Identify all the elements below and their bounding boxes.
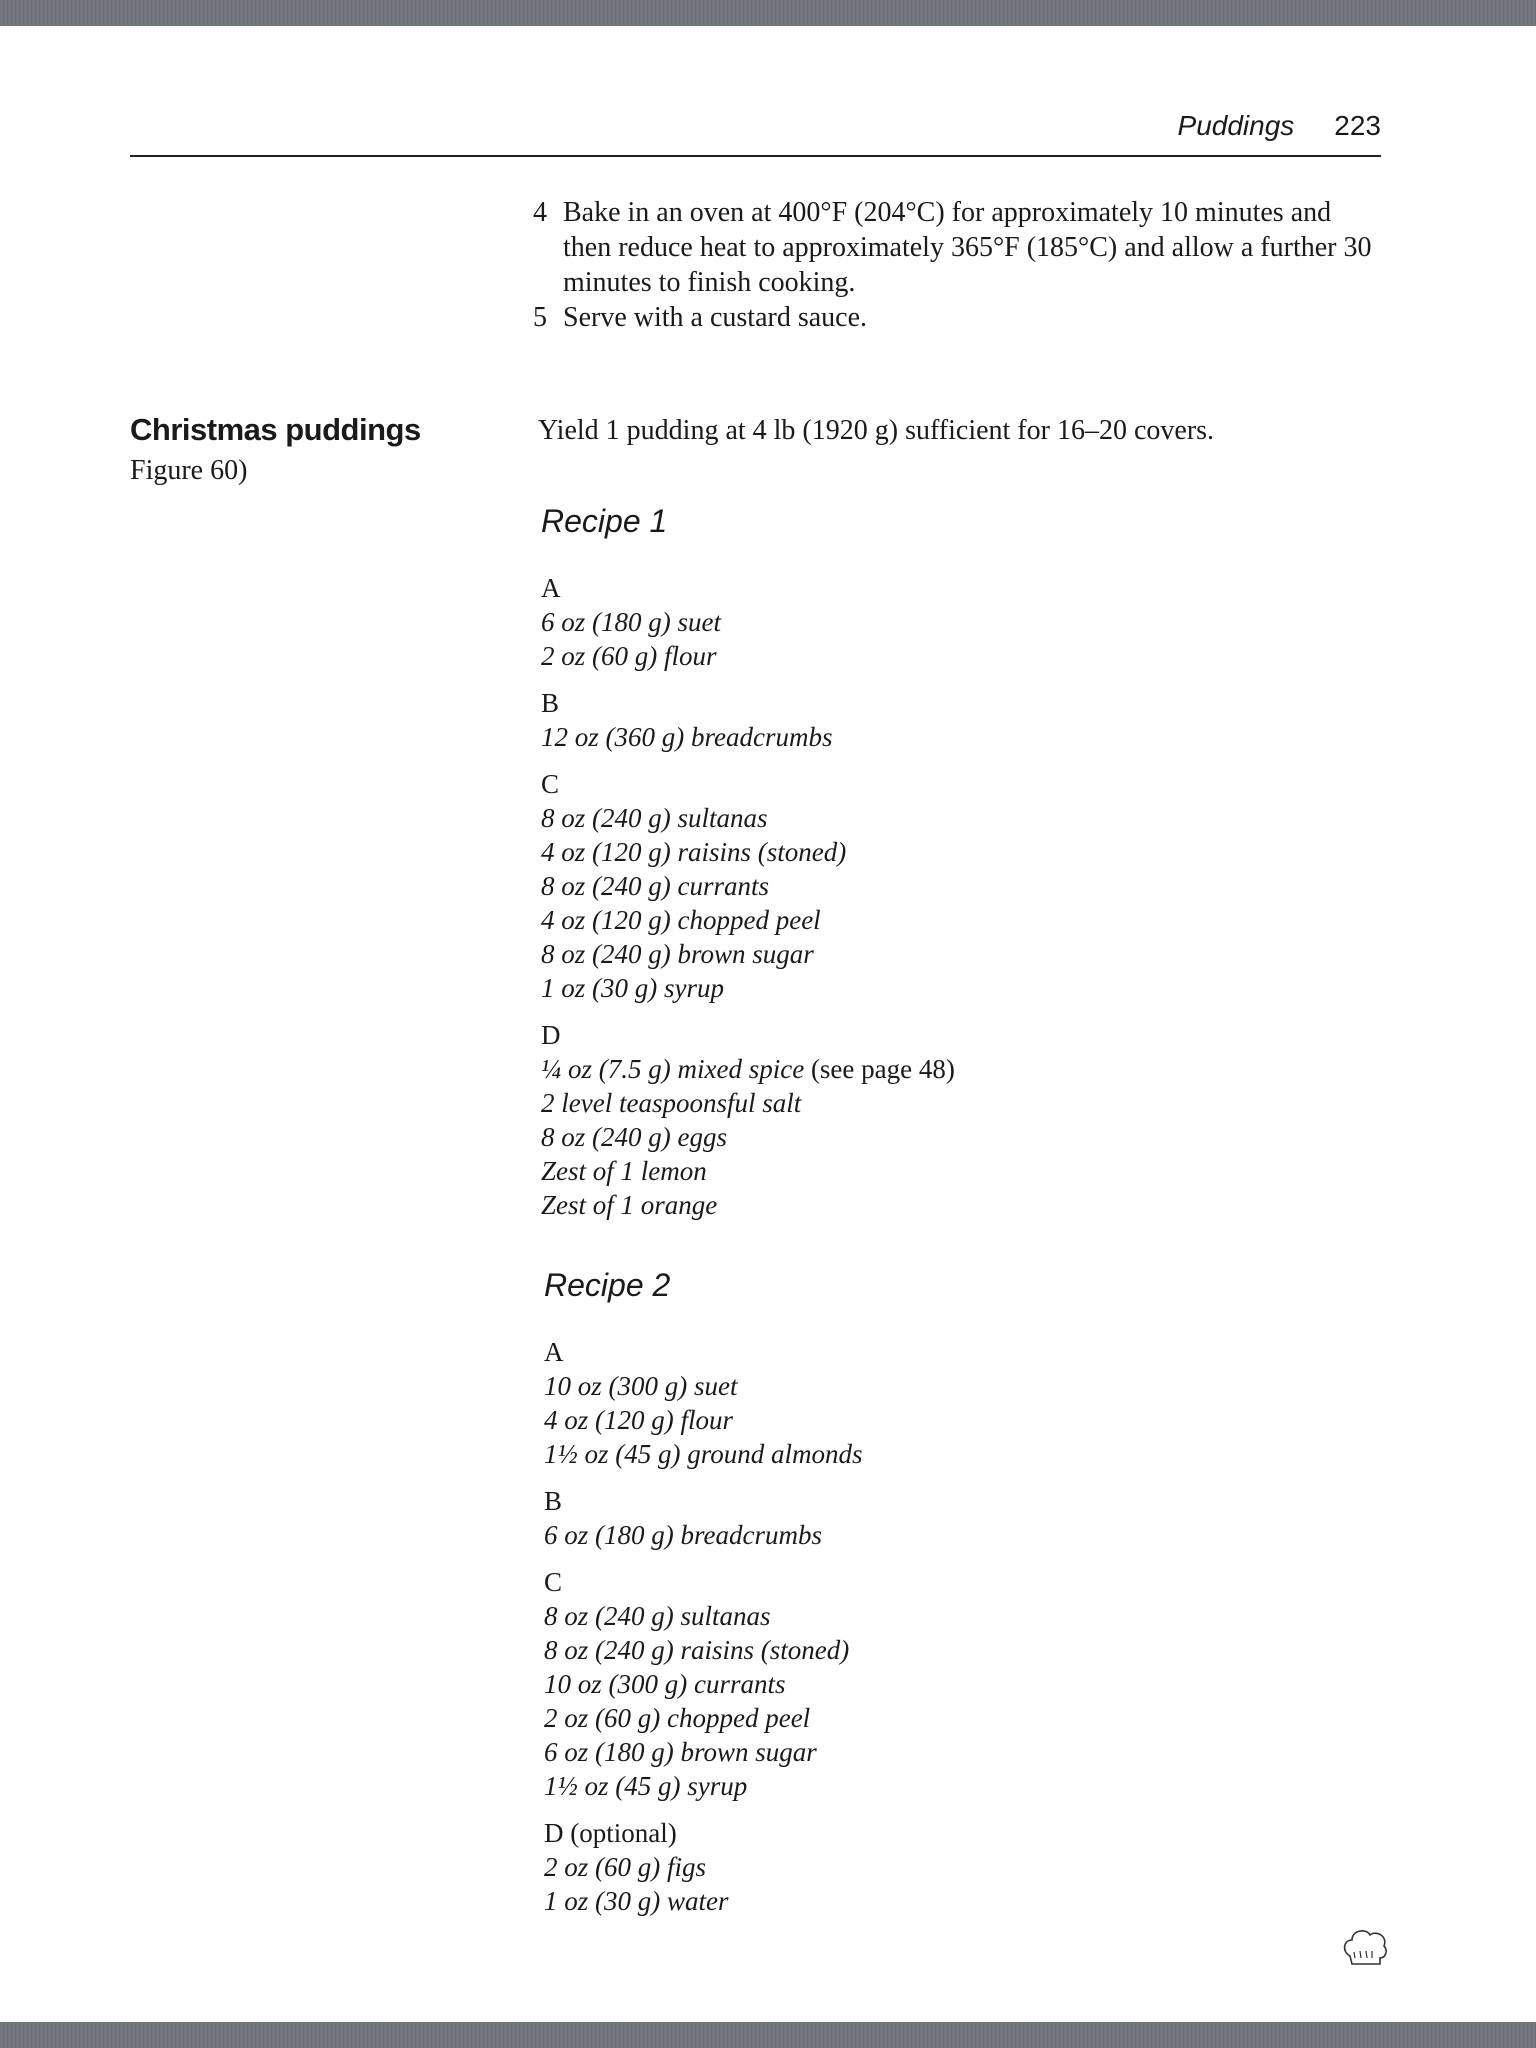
ingredient: Zest of 1 lemon [541,1156,707,1186]
ingredient-group-a [544,1335,1344,1471]
group-label: D [541,1020,561,1050]
recipe-title: Recipe 1 [541,503,668,539]
group-label: B [544,1486,563,1516]
ingredient: Zest of 1 orange [541,1190,718,1220]
ingredient: 10 oz (300 g) currants [544,1669,786,1699]
ingredient: 8 oz (240 g) brown sugar [541,939,814,969]
ingredient: 1½ oz (45 g) syrup [544,1771,748,1801]
ingredient: 4 oz (120 g) flour [544,1405,733,1435]
recipe-title: Recipe 2 [544,1267,671,1303]
page-number: 223 [1334,110,1381,141]
previous-recipe-steps [533,195,1383,335]
recipe-1 [541,501,1341,1235]
recipe-2 [544,1265,1344,1931]
ingredient: 12 oz (360 g) breadcrumbs [541,722,833,752]
step-number: 4 [533,197,547,228]
page-cross-reference: (see page 48) [810,1054,955,1084]
ingredient: 4 oz (120 g) chopped peel [541,905,821,935]
ingredient-group-d [544,1816,1344,1918]
ingredient: 1½ oz (45 g) ground almonds [544,1439,863,1469]
group-label: A [541,573,561,603]
ingredient: 8 oz (240 g) sultanas [541,803,768,833]
step-text: Bake in an oven at 400°F (204°C) for approximately 10 minutes and then reduce heat to approximately 365°F (185°C) and allow a further 30 minutes to finish cooking. [563,197,1372,298]
yield-statement: Yield 1 pudding at 4 lb (1920 g) sufficient for 16–20 covers. [538,415,1215,446]
ingredient: 1 oz (30 g) syrup [541,973,724,1003]
ingredient: 2 oz (60 g) flour [541,641,717,671]
ingredient: 10 oz (300 g) suet [544,1371,738,1401]
ingredient [541,1052,1341,1086]
ingredient-group-c [544,1565,1344,1803]
ingredient: 8 oz (240 g) raisins (stoned) [544,1635,850,1665]
group-label: C [544,1567,563,1597]
ingredient-group-b [541,686,1341,754]
running-head [1178,110,1381,142]
step-item [533,195,1383,300]
recipe-heading: Christmas puddings [130,412,421,447]
step-text: Serve with a custard sauce. [563,302,867,333]
ingredient: 8 oz (240 g) eggs [541,1122,727,1152]
ingredient: 4 oz (120 g) raisins (stoned) [541,837,847,867]
header-rule [130,155,1381,157]
ingredient: 2 level teaspoonsful salt [541,1088,802,1118]
ingredient: 6 oz (180 g) brown sugar [544,1737,817,1767]
ingredient-group-c [541,767,1341,1005]
group-label: D (optional) [544,1818,677,1848]
section-title: Puddings [1177,110,1295,141]
figure-reference: Figure 60) [130,455,248,486]
ingredient: 8 oz (240 g) sultanas [544,1601,771,1631]
top-scan-edge [0,0,1536,26]
ingredient-group-a [541,571,1341,673]
ingredient: 8 oz (240 g) currants [541,871,769,901]
ingredient-group-d [541,1018,1341,1222]
step-item [533,300,1383,335]
group-label: B [541,688,560,718]
ingredient: 6 oz (180 g) suet [541,607,721,637]
group-label: A [544,1337,564,1367]
chef-hat-icon [1340,1922,1390,1972]
step-number: 5 [533,302,547,333]
ingredient-name: ¼ oz (7.5 g) mixed spice [541,1054,805,1084]
ingredient: 2 oz (60 g) figs [544,1852,706,1882]
group-label: C [541,769,560,799]
ingredient: 1 oz (30 g) water [544,1886,729,1916]
ingredient: 6 oz (180 g) breadcrumbs [544,1520,822,1550]
ingredient: 2 oz (60 g) chopped peel [544,1703,811,1733]
ingredient-group-b [544,1484,1344,1552]
bottom-scan-edge [0,2022,1536,2048]
